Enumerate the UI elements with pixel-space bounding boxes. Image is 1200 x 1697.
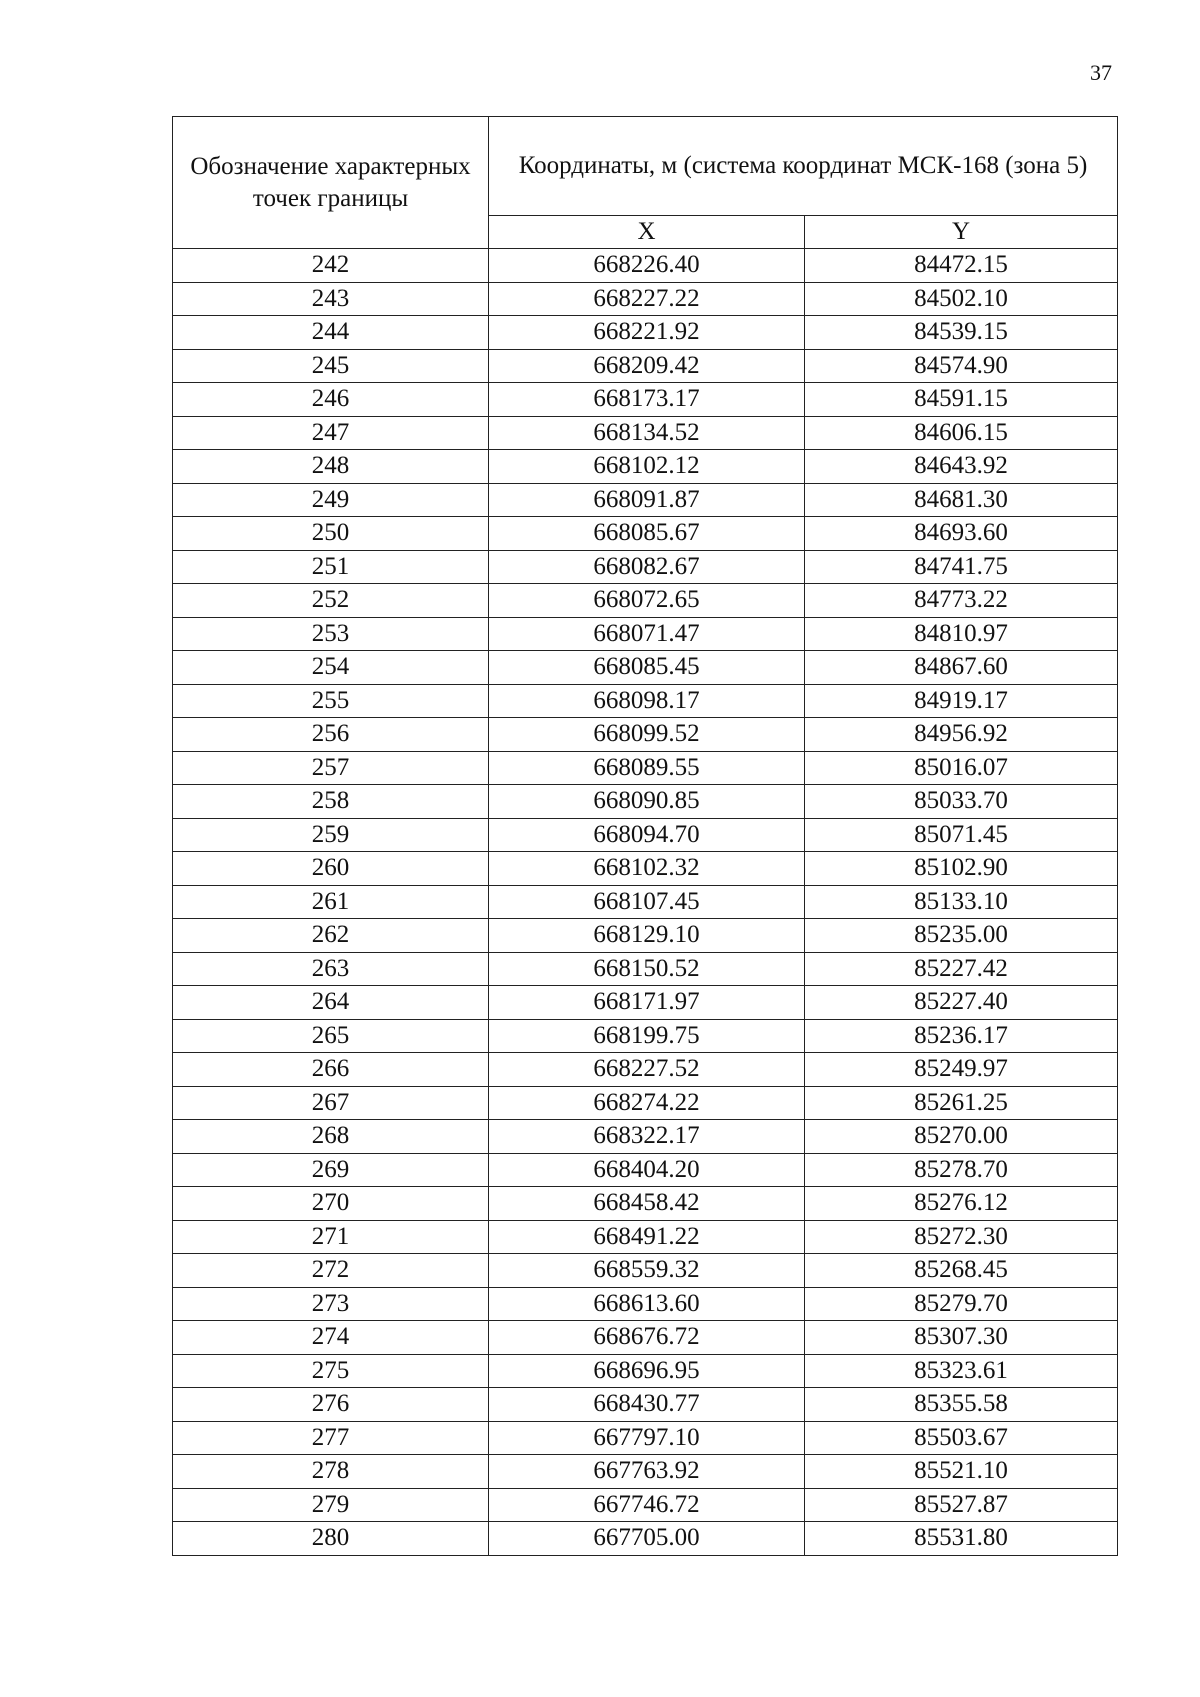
- table-row: [173, 818, 1118, 852]
- x-coordinate-cell: 668094.70: [489, 818, 805, 852]
- table-row: [173, 1053, 1118, 1087]
- y-coordinate-cell: 85307.30: [805, 1321, 1118, 1355]
- table-row: [173, 852, 1118, 886]
- point-number-cell: 248: [173, 450, 489, 484]
- x-coordinate-cell: 668430.77: [489, 1388, 805, 1422]
- y-coordinate-cell: 85102.90: [805, 852, 1118, 886]
- y-coordinate-cell: 84741.75: [805, 550, 1118, 584]
- table-row: [173, 1388, 1118, 1422]
- point-number-cell: 243: [173, 282, 489, 316]
- y-coordinate-cell: 84574.90: [805, 349, 1118, 383]
- x-coordinate-cell: 668559.32: [489, 1254, 805, 1288]
- point-number-cell: 263: [173, 952, 489, 986]
- y-coordinate-cell: 84681.30: [805, 483, 1118, 517]
- point-number-cell: 254: [173, 651, 489, 685]
- table-row: [173, 1019, 1118, 1053]
- point-number-cell: 242: [173, 249, 489, 283]
- x-coordinate-cell: 668676.72: [489, 1321, 805, 1355]
- x-coordinate-cell: 668221.92: [489, 316, 805, 350]
- point-number-cell: 246: [173, 383, 489, 417]
- x-coordinate-cell: 668071.47: [489, 617, 805, 651]
- x-coordinate-cell: 668085.67: [489, 517, 805, 551]
- point-number-cell: 255: [173, 684, 489, 718]
- point-number-cell: 247: [173, 416, 489, 450]
- table-row: [173, 986, 1118, 1020]
- point-number-cell: 277: [173, 1421, 489, 1455]
- y-coordinate-cell: 85355.58: [805, 1388, 1118, 1422]
- y-coordinate-cell: 85016.07: [805, 751, 1118, 785]
- y-coordinate-cell: 85227.42: [805, 952, 1118, 986]
- x-coordinate-cell: 668091.87: [489, 483, 805, 517]
- x-coordinate-cell: 668173.17: [489, 383, 805, 417]
- x-coordinate-cell: 668491.22: [489, 1220, 805, 1254]
- y-coordinate-cell: 85270.00: [805, 1120, 1118, 1154]
- table-body: [173, 249, 1118, 1556]
- table-row: [173, 651, 1118, 685]
- table-row: [173, 1522, 1118, 1556]
- x-coordinate-cell: 667763.92: [489, 1455, 805, 1489]
- point-number-cell: 244: [173, 316, 489, 350]
- point-number-cell: 257: [173, 751, 489, 785]
- point-number-cell: 267: [173, 1086, 489, 1120]
- table-row: [173, 316, 1118, 350]
- table-row: [173, 550, 1118, 584]
- table-row: [173, 1120, 1118, 1154]
- table-row: [173, 1086, 1118, 1120]
- y-coordinate-cell: 84502.10: [805, 282, 1118, 316]
- point-number-cell: 280: [173, 1522, 489, 1556]
- x-coordinate-cell: 668107.45: [489, 885, 805, 919]
- designation-header: Обозначение характерных точек границы: [173, 117, 489, 249]
- point-number-cell: 271: [173, 1220, 489, 1254]
- table-row: [173, 1321, 1118, 1355]
- point-number-cell: 250: [173, 517, 489, 551]
- x-coordinate-cell: 668072.65: [489, 584, 805, 618]
- table-row: [173, 785, 1118, 819]
- x-coordinate-cell: 668274.22: [489, 1086, 805, 1120]
- y-coordinate-cell: 85133.10: [805, 885, 1118, 919]
- y-coordinate-cell: 85276.12: [805, 1187, 1118, 1221]
- table-row: [173, 416, 1118, 450]
- point-number-cell: 264: [173, 986, 489, 1020]
- x-coordinate-cell: 668134.52: [489, 416, 805, 450]
- y-coordinate-cell: 84919.17: [805, 684, 1118, 718]
- point-number-cell: 268: [173, 1120, 489, 1154]
- y-coordinate-cell: 85236.17: [805, 1019, 1118, 1053]
- y-coordinate-cell: 84867.60: [805, 651, 1118, 685]
- y-coordinate-cell: 85527.87: [805, 1488, 1118, 1522]
- y-coordinate-cell: 85071.45: [805, 818, 1118, 852]
- x-coordinate-cell: 668322.17: [489, 1120, 805, 1154]
- y-coordinate-cell: 85268.45: [805, 1254, 1118, 1288]
- table-row: [173, 1488, 1118, 1522]
- table-row: [173, 282, 1118, 316]
- point-number-cell: 256: [173, 718, 489, 752]
- y-coordinate-cell: 85272.30: [805, 1220, 1118, 1254]
- x-coordinate-cell: 668098.17: [489, 684, 805, 718]
- point-number-cell: 278: [173, 1455, 489, 1489]
- table-row: [173, 1153, 1118, 1187]
- y-coordinate-cell: 85235.00: [805, 919, 1118, 953]
- y-coordinate-cell: 85279.70: [805, 1287, 1118, 1321]
- x-coordinate-cell: 668226.40: [489, 249, 805, 283]
- point-number-cell: 266: [173, 1053, 489, 1087]
- y-coordinate-cell: 85033.70: [805, 785, 1118, 819]
- point-number-cell: 272: [173, 1254, 489, 1288]
- y-coordinate-cell: 84956.92: [805, 718, 1118, 752]
- table-row: [173, 1354, 1118, 1388]
- table-row: [173, 483, 1118, 517]
- y-coordinate-cell: 85323.61: [805, 1354, 1118, 1388]
- coordinates-header: Координаты, м (система координат МСК-168 (зона 5): [489, 117, 1118, 216]
- point-number-cell: 261: [173, 885, 489, 919]
- point-number-cell: 279: [173, 1488, 489, 1522]
- y-coordinate-cell: 85278.70: [805, 1153, 1118, 1187]
- point-number-cell: 249: [173, 483, 489, 517]
- point-number-cell: 269: [173, 1153, 489, 1187]
- table-header: [173, 117, 1118, 249]
- x-coordinate-cell: 667797.10: [489, 1421, 805, 1455]
- x-coordinate-cell: 667705.00: [489, 1522, 805, 1556]
- y-coordinate-cell: 84606.15: [805, 416, 1118, 450]
- table-row: [173, 1287, 1118, 1321]
- point-number-cell: 265: [173, 1019, 489, 1053]
- x-coordinate-cell: 668199.75: [489, 1019, 805, 1053]
- table-row: [173, 1187, 1118, 1221]
- x-coordinate-cell: 668171.97: [489, 986, 805, 1020]
- x-coordinate-cell: 668085.45: [489, 651, 805, 685]
- y-coordinate-cell: 84693.60: [805, 517, 1118, 551]
- point-number-cell: 273: [173, 1287, 489, 1321]
- y-coordinate-cell: 85261.25: [805, 1086, 1118, 1120]
- table-row: [173, 1254, 1118, 1288]
- table-row: [173, 751, 1118, 785]
- x-coordinate-cell: 668458.42: [489, 1187, 805, 1221]
- table-row: [173, 349, 1118, 383]
- y-coordinate-cell: 84810.97: [805, 617, 1118, 651]
- point-number-cell: 276: [173, 1388, 489, 1422]
- table-row: [173, 1455, 1118, 1489]
- page-number: 37: [1090, 60, 1112, 85]
- y-header: Y: [805, 216, 1118, 249]
- table-row: [173, 919, 1118, 953]
- table-row: [173, 584, 1118, 618]
- y-coordinate-cell: 84591.15: [805, 383, 1118, 417]
- x-coordinate-cell: 668099.52: [489, 718, 805, 752]
- table-row: [173, 617, 1118, 651]
- y-coordinate-cell: 85521.10: [805, 1455, 1118, 1489]
- x-coordinate-cell: 668227.52: [489, 1053, 805, 1087]
- point-number-cell: 253: [173, 617, 489, 651]
- point-number-cell: 275: [173, 1354, 489, 1388]
- table-row: [173, 1220, 1118, 1254]
- table-row: [173, 249, 1118, 283]
- y-coordinate-cell: 85249.97: [805, 1053, 1118, 1087]
- y-coordinate-cell: 84472.15: [805, 249, 1118, 283]
- table-row: [173, 517, 1118, 551]
- x-coordinate-cell: 668209.42: [489, 349, 805, 383]
- table-row: [173, 718, 1118, 752]
- x-coordinate-cell: 668082.67: [489, 550, 805, 584]
- x-coordinate-cell: 668102.12: [489, 450, 805, 484]
- x-coordinate-cell: 668613.60: [489, 1287, 805, 1321]
- point-number-cell: 251: [173, 550, 489, 584]
- table-row: [173, 450, 1118, 484]
- table-row: [173, 383, 1118, 417]
- point-number-cell: 245: [173, 349, 489, 383]
- point-number-cell: 262: [173, 919, 489, 953]
- point-number-cell: 252: [173, 584, 489, 618]
- x-coordinate-cell: 668102.32: [489, 852, 805, 886]
- table-row: [173, 684, 1118, 718]
- table-row: [173, 885, 1118, 919]
- y-coordinate-cell: 85227.40: [805, 986, 1118, 1020]
- point-number-cell: 260: [173, 852, 489, 886]
- point-number-cell: 270: [173, 1187, 489, 1221]
- x-coordinate-cell: 668129.10: [489, 919, 805, 953]
- y-coordinate-cell: 84539.15: [805, 316, 1118, 350]
- point-number-cell: 258: [173, 785, 489, 819]
- x-coordinate-cell: 668090.85: [489, 785, 805, 819]
- x-coordinate-cell: 668150.52: [489, 952, 805, 986]
- x-coordinate-cell: 668227.22: [489, 282, 805, 316]
- x-coordinate-cell: 668696.95: [489, 1354, 805, 1388]
- y-coordinate-cell: 84773.22: [805, 584, 1118, 618]
- x-coordinate-cell: 668404.20: [489, 1153, 805, 1187]
- x-coordinate-cell: 667746.72: [489, 1488, 805, 1522]
- x-coordinate-cell: 668089.55: [489, 751, 805, 785]
- y-coordinate-cell: 85531.80: [805, 1522, 1118, 1556]
- coordinates-table: [172, 116, 1118, 1556]
- y-coordinate-cell: 85503.67: [805, 1421, 1118, 1455]
- table-row: [173, 952, 1118, 986]
- x-header: X: [489, 216, 805, 249]
- point-number-cell: 274: [173, 1321, 489, 1355]
- y-coordinate-cell: 84643.92: [805, 450, 1118, 484]
- table-row: [173, 1421, 1118, 1455]
- point-number-cell: 259: [173, 818, 489, 852]
